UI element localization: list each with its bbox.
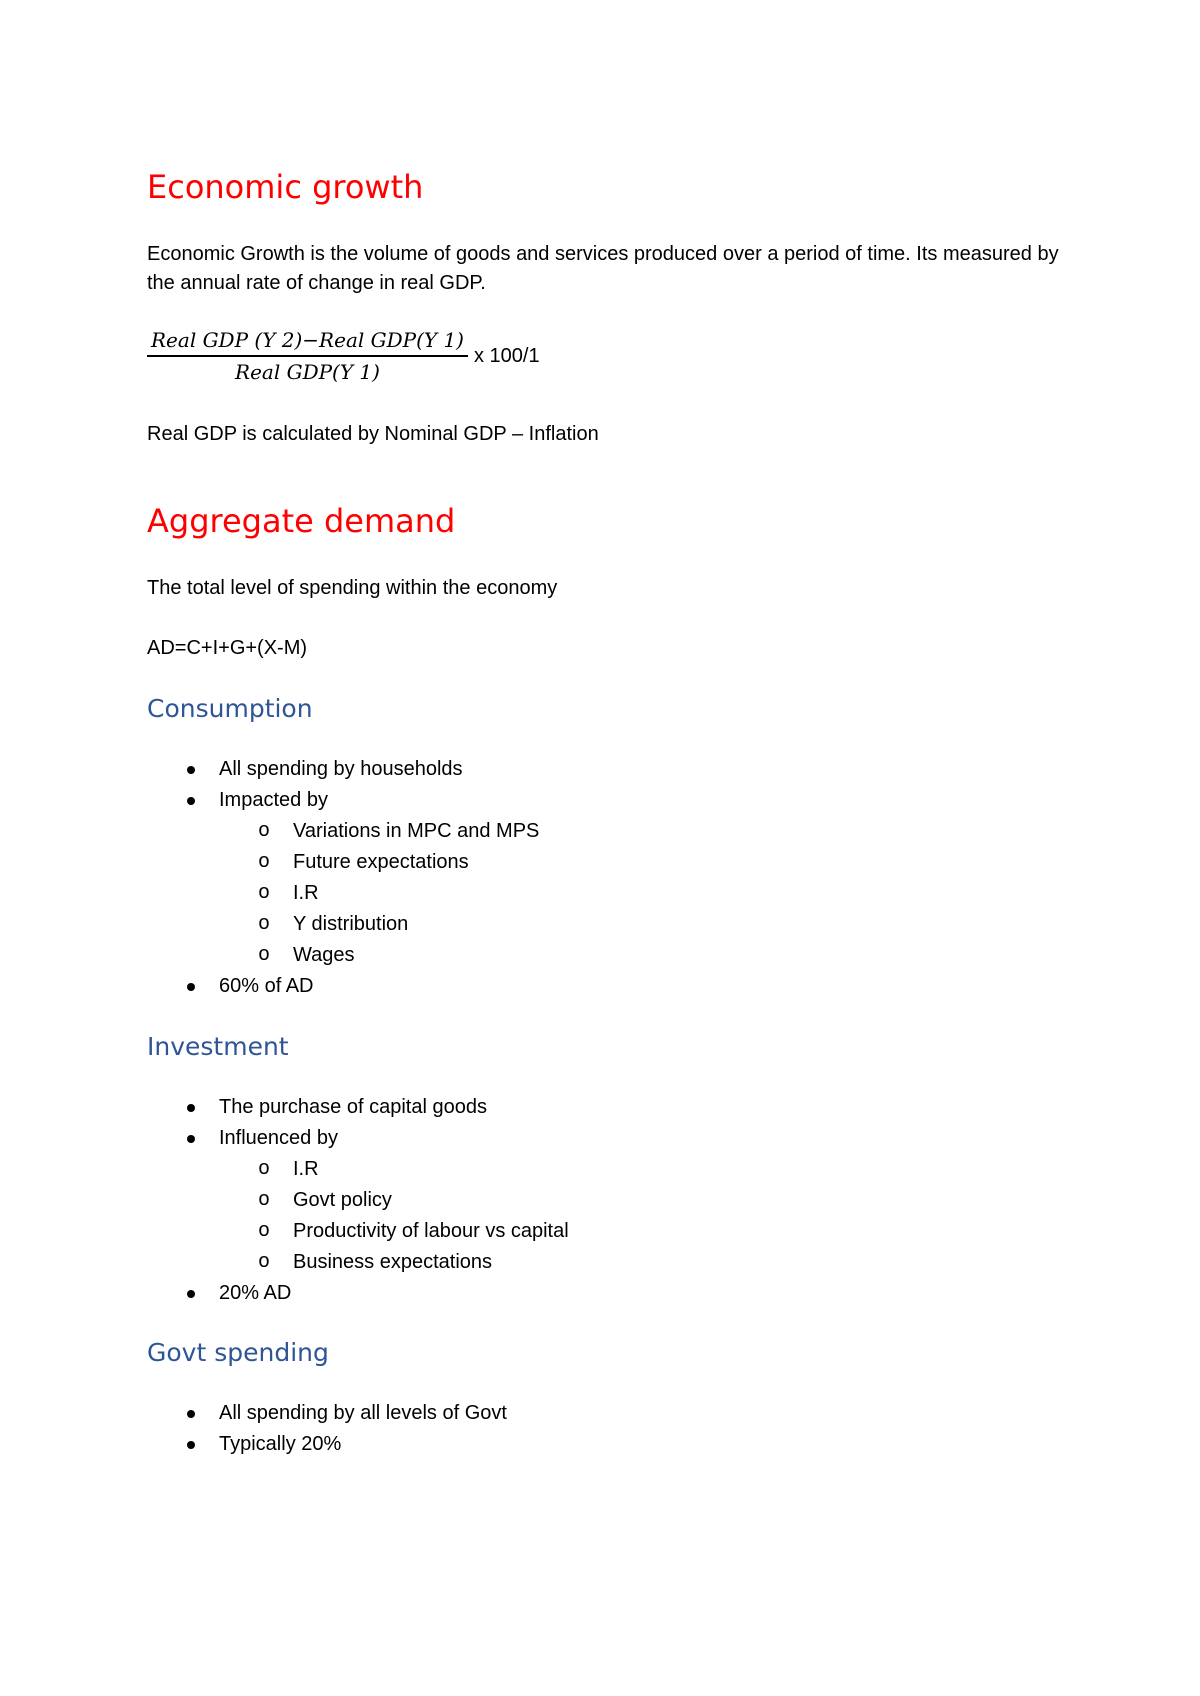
investment-list [147, 1092, 569, 1309]
list-item: 60% of AD [147, 971, 539, 1002]
govt-spending-list [147, 1398, 507, 1460]
heading-economic-growth: Economic growth [147, 168, 424, 206]
heading-aggregate-demand: Aggregate demand [147, 502, 456, 540]
consumption-sublist [219, 816, 539, 971]
economic-growth-intro: Economic Growth is the volume of goods and services produced over a period of time. Its measured by the annual rate of change in real GDP. [147, 243, 1059, 294]
heading-investment: Investment [147, 1032, 289, 1061]
aggregate-demand-definition: The total level of spending within the economy [147, 577, 558, 599]
hollow-bullet-icon: o [258, 820, 271, 843]
hollow-bullet-icon: o [258, 1220, 271, 1243]
sub-list-item: o Variations in MPC and MPS [147, 816, 539, 847]
sub-list-item: o I.R [147, 878, 539, 909]
list-item: 20% AD [147, 1278, 569, 1309]
hollow-bullet-icon: o [258, 913, 271, 936]
hollow-bullet-icon: o [258, 1189, 271, 1212]
hollow-bullet-icon: o [258, 882, 271, 905]
hollow-bullet-icon: o [258, 851, 271, 874]
bullet-icon [187, 1135, 195, 1143]
consumption-list [147, 754, 539, 1002]
formula-fraction [147, 325, 468, 387]
hollow-bullet-icon: o [258, 1251, 271, 1274]
bullet-icon [187, 1290, 195, 1298]
real-gdp-note: Real GDP is calculated by Nominal GDP – Inflation [147, 423, 599, 445]
list-item: Influenced by o I.R o Govt policy o Productivity of labour vs capital o Business expectations [147, 1123, 569, 1278]
growth-formula [147, 325, 540, 387]
sub-list-item: o Y distribution [147, 909, 539, 940]
list-item: Impacted by o Variations in MPC and MPS o Future expectations o I.R o Y distribution o Wages [147, 785, 539, 971]
bullet-icon [187, 1104, 195, 1112]
list-item: All spending by all levels of Govt [147, 1398, 507, 1429]
sub-list-item: o Future expectations [147, 847, 539, 878]
list-item: Typically 20% [147, 1429, 507, 1460]
heading-consumption: Consumption [147, 694, 313, 723]
heading-govt-spending: Govt spending [147, 1338, 329, 1367]
bullet-icon [187, 797, 195, 805]
list-item: The purchase of capital goods [147, 1092, 569, 1123]
sub-list-item: o Productivity of labour vs capital [147, 1216, 569, 1247]
sub-list-item: o Wages [147, 940, 539, 971]
bullet-icon [187, 1410, 195, 1418]
sub-list-item: o Govt policy [147, 1185, 569, 1216]
hollow-bullet-icon: o [258, 944, 271, 967]
aggregate-demand-equation: AD=C+I+G+(X-M) [147, 637, 308, 659]
sub-list-item: o Business expectations [147, 1247, 569, 1278]
formula-numerator: Real GDP (Y 2)−Real GDP(Y 1) [151, 328, 464, 352]
list-item: All spending by households [147, 754, 539, 785]
bullet-icon [187, 983, 195, 991]
bullet-icon [187, 766, 195, 774]
sub-list-item: o I.R [147, 1154, 569, 1185]
hollow-bullet-icon: o [258, 1158, 271, 1181]
investment-sublist [219, 1154, 569, 1278]
formula-multiplier: x 100/1 [473, 344, 540, 367]
bullet-icon [187, 1441, 195, 1449]
formula-denominator: Real GDP(Y 1) [235, 360, 380, 384]
